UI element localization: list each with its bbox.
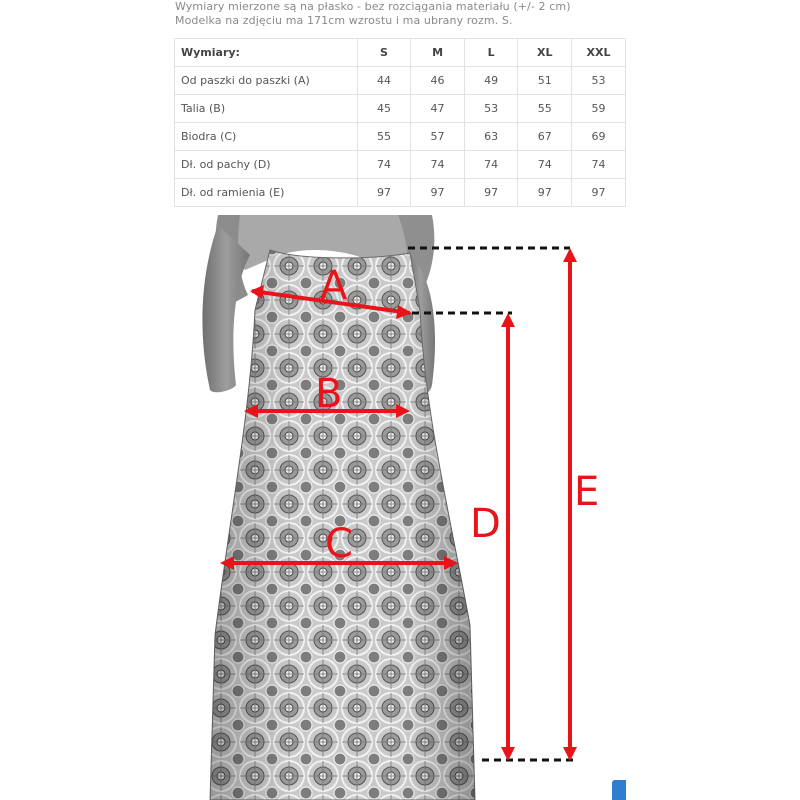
header-size-s: S — [357, 39, 411, 67]
table-cell: 53 — [572, 67, 626, 95]
table-cell: 51 — [518, 67, 572, 95]
table-cell: 97 — [411, 179, 465, 207]
model-note: Modelka na zdjęciu ma 171cm wzrostu i ma ubrany rozm. S. — [175, 14, 513, 27]
header-size-xl: XL — [518, 39, 572, 67]
row-label: Talia (B) — [175, 95, 358, 123]
table-cell: 63 — [464, 123, 518, 151]
table-row — [175, 151, 626, 179]
table-cell: 74 — [464, 151, 518, 179]
dress-measurement-figure — [170, 215, 630, 800]
marker-d-label: D — [470, 501, 501, 547]
marker-e-label: E — [574, 469, 600, 515]
table-cell: 97 — [464, 179, 518, 207]
marker-a-label: A — [320, 263, 348, 309]
header-label: Wymiary: — [175, 39, 358, 67]
table-cell: 69 — [572, 123, 626, 151]
table-cell: 74 — [572, 151, 626, 179]
table-cell: 44 — [357, 67, 411, 95]
table-row — [175, 123, 626, 151]
table-cell: 67 — [518, 123, 572, 151]
table-cell: 55 — [357, 123, 411, 151]
table-row — [175, 179, 626, 207]
row-label: Od paszki do paszki (A) — [175, 67, 358, 95]
table-cell: 97 — [357, 179, 411, 207]
row-label: Dł. od pachy (D) — [175, 151, 358, 179]
header-size-m: M — [411, 39, 465, 67]
marker-d-arrow — [501, 313, 515, 761]
table-cell: 57 — [411, 123, 465, 151]
table-cell: 74 — [357, 151, 411, 179]
size-table — [174, 38, 626, 207]
marker-b-label: B — [315, 371, 343, 417]
table-cell: 97 — [518, 179, 572, 207]
row-label: Dł. od ramienia (E) — [175, 179, 358, 207]
table-cell: 53 — [464, 95, 518, 123]
table-row — [175, 95, 626, 123]
table-cell: 59 — [572, 95, 626, 123]
table-cell: 46 — [411, 67, 465, 95]
table-cell: 49 — [464, 67, 518, 95]
size-table-header-row — [175, 39, 626, 67]
chat-tab[interactable] — [612, 780, 626, 800]
table-row — [175, 67, 626, 95]
row-label: Biodra (C) — [175, 123, 358, 151]
table-cell: 74 — [518, 151, 572, 179]
marker-c-label: C — [325, 521, 353, 567]
header-size-l: L — [464, 39, 518, 67]
table-cell: 47 — [411, 95, 465, 123]
table-cell: 74 — [411, 151, 465, 179]
table-cell: 55 — [518, 95, 572, 123]
table-cell: 45 — [357, 95, 411, 123]
table-cell: 97 — [572, 179, 626, 207]
measurement-note: Wymiary mierzone są na płasko - bez rozciągania materiału (+/- 2 cm) — [175, 0, 571, 13]
figure-svg — [170, 215, 630, 800]
header-size-xxl: XXL — [572, 39, 626, 67]
